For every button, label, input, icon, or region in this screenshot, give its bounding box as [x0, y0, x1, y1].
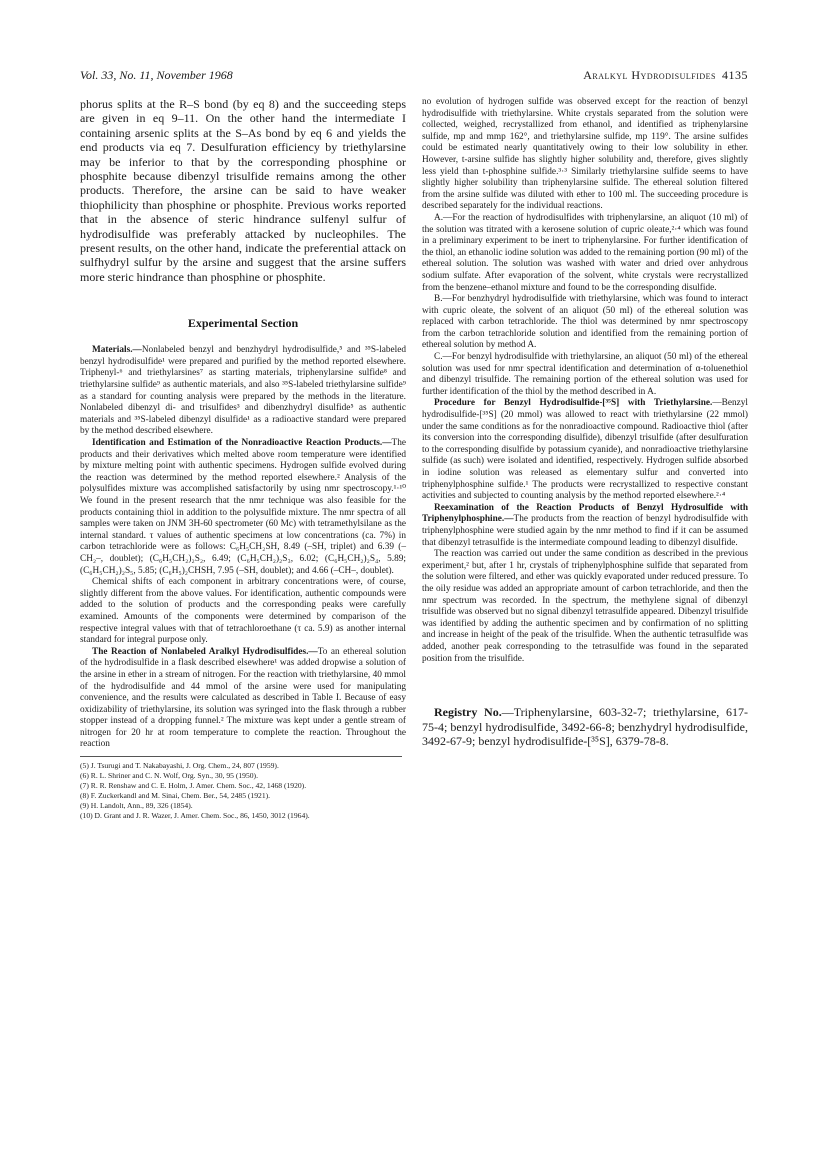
identification-paragraph [80, 438, 406, 577]
right-column [422, 97, 748, 748]
registry-heading: Registry No. [434, 705, 502, 720]
reference-item: (6) R. L. Shriner and C. N. Wolf, Org. Syn., 30, 95 (1950). [80, 771, 258, 781]
materials-heading: Materials.— [92, 345, 142, 356]
final-paragraph: The reaction was carried out under the same condition as described in the previous experiment,² but, after 1 hr, crystals of triphenylphosphine sulfide that separated from the solution were filtered, and ether was quickly evaporated under reduced pressure. To the oily residue was added an appropriate amount of carbon tetrachloride, and then the nmr spectrum was recorded. In the spectrum, the methylene signal of dibenzyl trisulfide was observed but no signal dibenzyl tetrasulfide appeared. Dibenzyl trisulfide was identified by adding the authentic specimen and by confirmation of no splitting and increase in height of the peak of the trisulfide. When the authentic tetrasulfide was added, another peak corresponding to the tetrasulfide was found in the separated position from the trisulfide. [422, 549, 748, 664]
procedure-text: —Benzyl hydrodisulfide-[³⁵S] (20 mmol) was allowed to react with triethylarsine (22 mmol) under the same conditions as for the nonradioactive compound. Radioactive thiol (after its conversion into the corresponding disulfide), dibenzyl trisulfide (after desulfuration to the corresponding disulfide by potassium cyanide), and nonradioactive triethylarsine sulfide (as such) were isolated and identified, respectively. Hydrogen sulfide absorbed in iodine solution was released as elementary sulfur and converted into triphenylphosphine sulfide.¹ The products were recrystallized to respective constant activities and subjected to counting analysis by the method reported elsewhere.²·⁴ [422, 398, 748, 502]
reexamination-heading: Reexamination of the Reaction Products of Benzyl Hydrosulfide with Triphenylphosphine.— [422, 502, 748, 525]
procedure-heading: Procedure for Benzyl Hydrodisulfide-[³⁵S] with Triethylarsine. [434, 398, 713, 409]
reference-item: (8) F. Zuckerkandl and M. Sinai, Chem. Ber., 54, 2485 (1921). [80, 791, 271, 801]
header-right [583, 68, 748, 83]
reaction-heading: The Reaction of Nonlabeled Aralkyl Hydrodisulfides.— [92, 646, 318, 657]
reference-item: (9) H. Landolt, Ann., 89, 326 (1854). [80, 801, 193, 811]
method-b-paragraph: B.—For benzhydryl hydrodisulfide with triethylarsine, which was found to interact with cupric oleate, the solvent of an aliquot (50 ml) of the ethereal solution was replaced with carbon tetrachloride. The thiol was determined by nmr spectroscopy from the carbon tetrachloride solution and identified from the remaining portion of ethereal solution by method A. [422, 294, 748, 351]
reexamination-paragraph [422, 503, 748, 549]
identification-heading: Identification and Estimation of the Nonradioactive Reaction Products.— [92, 438, 392, 449]
reference-item: (7) R. R. Renshaw and C. E. Holm, J. Amer. Chem. Soc., 42, 1468 (1920). [80, 781, 307, 791]
method-a-paragraph: A.—For the reaction of hydrodisulfides with triphenylarsine, an aliquot (10 ml) of the solution was titrated with a kerosene solution of cupric oleate,²·⁴ which was found in a preliminary experiment to be inert to triphenylarsine. For further identification of the thiol, an ethanolic iodine solution was added to the remaining portion (90 ml) of the ethereal solution. The solution was washed with water and dried over anhydrous sodium sulfate. After evaporation of the solvent, white crystals were recrystallized from the benzene–ethanol mixture and found to be the corresponding disulfide. [422, 212, 748, 293]
registry-paragraph [422, 705, 748, 748]
identification-text: The products and their derivatives which melted above room temperature were identified by mixture melting point with authentic specimens. Hydrogen sulfide evolved during the reaction was determined by the method reported elsewhere.² Analysis of the polysulfides mixture was accomplished satisfactorily by using nmr spectroscopy.¹·¹⁰ We found in the present research that the nmr technique was also feasible for the products containing thiol in addition to the polysulfide mixture. The nmr spectra of all samples were taken on JNM 3H-60 spectrometer (60 Mc) with tetramethylsilane as the internal standard. τ values of authentic specimens at low concentrations (ca. 7%) in carbon tetrachloride were as follows: C₆H₅CH₂SH, 8.49 (–SH, triplet) and 6.39 (–CH₂–, doublet); (C₆H₅CH₂)₂S₂, 6.49; (C₆H₅CH₂)₂S₃, 6.02; (C₆H₅CH₂)₂S₄, 5.89; (C₆H₅CH₂)₂S₅, 5.85; (C₆H₅)₂CHSH, 7.95 (–SH, doublet); and 4.66 (–CH–, doublet). [80, 438, 406, 576]
materials-text: Nonlabeled benzyl and benzhydryl hydrodisulfide,⁵ and ³⁵S-labeled benzyl hydrodisulfide¹ were prepared and purified by the method reported elsewhere. Triphenyl-⁶ and triethylarsines⁷ as starting materials, triphenylarsine sulfide⁸ and triethylarsine sulfide⁹ as authentic materials, and also ³⁵S-labeled triethylarsine sulfide⁹ as a standard for counting analysis were prepared by the methods in the literature. Nonlabeled dibenzyl di- and trisulfides³ and dibenzhydryl disulfide⁵ as authentic materials and ³⁵S-labeled dibenzyl disulfide¹ as a radioactive standard were prepared by the method described elsewhere. [80, 345, 406, 437]
running-title: Aralkyl Hydrodisulfides [583, 68, 716, 82]
section-title: Experimental Section [187, 316, 299, 331]
reference-item: (10) D. Grant and J. R. Wazer, J. Amer. Chem. Soc., 86, 1450, 3012 (1964). [80, 811, 310, 821]
reaction-text: To an ethereal solution of the hydrodisulfide in a flask described elsewhere¹ was added dropwise a solution of the arsine in ether in a stream of nitrogen. For the reaction with triethylarsine, 40 mmol of the hydrodisulfide and 44 mmol of the arsine were used for manipulating convenience, and the results were calculated as described in Table I. Because of easy oxidizability of triethylarsine, its solution was syringed into the flask through a rubber stopper instead of a dropping funnel.² The mixture was kept under a gentle stream of nitrogen for 20 hr at room temperature to complete the reaction. Throughout the reaction [80, 646, 406, 750]
materials-paragraph [80, 345, 406, 438]
method-c-paragraph: C.—For benzyl hydrodisulfide with triethylarsine, an aliquot (50 ml) of the ethereal solution was used for nmr spectral identification and determination of α-toluenethiol and dibenzyl trisulfide. The remaining portion of the ethereal solution was used for further identification of the thiol by the method described in A. [422, 352, 748, 397]
reaction-paragraph [80, 647, 406, 751]
journal-citation: Vol. 33, No. 11, November 1968 [80, 68, 233, 82]
workup-paragraph: no evolution of hydrogen sulfide was observed except for the reaction of benzyl hydrodisulfide with triethylarsine. White crystals separated from the solution were collected, weighed, recrystallized from ethanol, and identified as triphenylarsine sulfide, mp and mmp 162°, and triethylarsine sulfide, mp 119°. The arsine sulfides could be estimated nearly quantitatively owing to their low solubility in ether. However, t-arsine sulfide has slightly higher solubility and, therefore, gives slightly less yield than t-phosphine sulfide.³·³ Similarly triethylarsine sulfide seems to have slightly higher solubility than triphenylarsine sulfide. The ethereal solution filtered from the arsine sulfide was diluted with ether to 100 ml. The succeeding procedure is described separately for the individual reactions. [422, 97, 748, 212]
reference-item: (5) J. Tsurugi and T. Nakabayashi, J. Org. Chem., 24, 807 (1959). [80, 761, 279, 771]
footnote-references [80, 756, 402, 821]
running-header [80, 68, 748, 86]
intro-paragraph: phorus splits at the R–S bond (by eq 8) and the succeeding steps are given in eq 9–11. On the other hand the intermediate I containing arsenic splits at the S–As bond by eq 6 and yields the end products via eq 7. Desulfuration efficiency by triethylarsine may be inferior to that by the corresponding phosphine or phosphite because dibenzyl trisulfide remains among the other products. Therefore, the arsine can be said to have weaker thiophilicity than phosphine or phosphite. Previous works reported that in the absence of steric hindrance sulfenyl sulfur of hydrodisulfide was preferably attacked by nucleophiles. The present results, on the other hand, indicate the preferential attack on sulfhydryl sulfur by the arsine and suggest that the arsine suffers more steric hindrance than phosphine or phosphite. [80, 97, 406, 284]
chemical-shifts-paragraph: Chemical shifts of each component in arbitrary concentrations were, of course, slightly different from the above values. For identification, authentic compounds were added to the solution of products and the corresponding peaks were carefully examined. Amounts of the components were determined by comparison of the respective integral values with that of tetrachloroethane (τ ca. 5.9) as another internal standard for integral purpose only. [80, 577, 406, 646]
page-number: 4135 [722, 68, 748, 82]
procedure-paragraph [422, 398, 748, 502]
reexamination-text: The products from the reaction of benzyl hydrodisulfide with triphenylphosphine were studied again by the nmr method to find if it can be assumed that dibenzyl tetrasulfide is the intermediate compound leading to dibenzyl disulfide. [422, 514, 748, 548]
registry-text: —Triphenylarsine, 603-32-7; triethylarsine, 617-75-4; benzyl hydrodisulfide, 3492-66-8; benzhydryl hydrodisulfide, 3492-67-9; benzyl hydrodisulfide-[³⁵S], 6379-78-8. [422, 705, 749, 748]
left-column [80, 97, 406, 821]
